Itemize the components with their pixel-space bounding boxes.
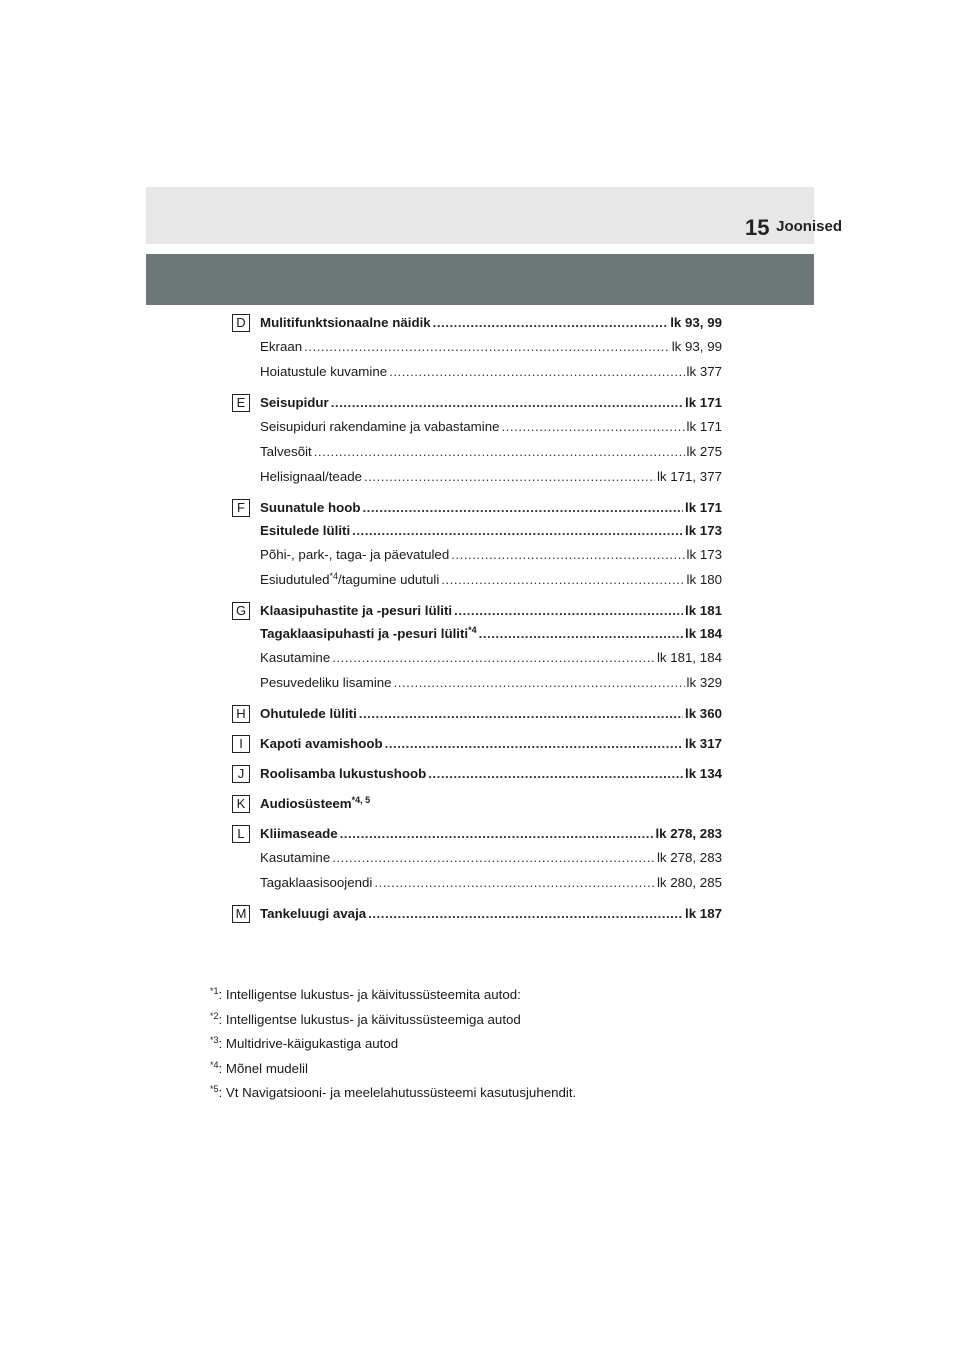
- entry-label: Mulitifunktsionaalne näidik: [260, 315, 431, 330]
- page-reference: lk 171: [686, 419, 722, 434]
- page-reference: lk 93, 99: [671, 339, 722, 354]
- page-reference: lk 278, 283: [656, 850, 722, 865]
- entry-label: Suunatule hoob: [260, 500, 361, 515]
- entry-label: Põhi-, park-, taga- ja päevatuled: [260, 547, 450, 562]
- dot-leader: [364, 464, 655, 489]
- page-reference: lk 360: [685, 706, 722, 721]
- entry-label: Tankeluugi avaja: [260, 906, 367, 921]
- entry-label: Kliimaseade: [260, 826, 338, 841]
- toc-entry: [260, 623, 722, 645]
- toc-entry: [260, 763, 722, 785]
- toc-group-f: [232, 497, 722, 592]
- toc-group-j: [232, 763, 722, 785]
- footnote-ref: *4: [329, 571, 339, 581]
- footnote-mark: *1: [210, 986, 219, 996]
- section-letter-box: K: [232, 795, 250, 813]
- dot-leader: [331, 392, 683, 414]
- toc-subentry: [260, 670, 722, 695]
- entry-label: Talvesõit: [260, 444, 312, 459]
- toc-entry: [260, 733, 722, 755]
- entry-label: Kapoti avamishoob: [260, 736, 383, 751]
- page-reference: lk 181, 184: [656, 650, 722, 665]
- toc-list: [232, 312, 722, 925]
- toc-entry: [260, 392, 722, 414]
- page-reference: lk 134: [685, 766, 722, 781]
- entry-label: Ekraan: [260, 339, 303, 354]
- toc-entry: [260, 520, 722, 542]
- section-title: Joonised: [776, 218, 842, 235]
- dot-leader: [374, 870, 655, 895]
- entry-label: Kasutamine: [260, 650, 331, 665]
- dot-leader: [352, 520, 683, 542]
- footnote-text: : Multidrive-käigukastiga autod: [218, 1036, 399, 1051]
- toc-subentry: [260, 414, 722, 439]
- dot-leader: [428, 763, 683, 785]
- toc-subentry: [260, 542, 722, 567]
- page-reference: lk 275: [686, 444, 722, 459]
- section-letter-box: M: [232, 905, 250, 923]
- toc-group-h: [232, 703, 722, 725]
- toc-entry: [260, 823, 722, 845]
- toc-group-d: [232, 312, 722, 384]
- footnote: [210, 983, 770, 1008]
- entry-label: Pesuvedeliku lisamine: [260, 675, 392, 690]
- entry-label: Klaasipuhastite ja -pesuri lüliti: [260, 603, 453, 618]
- section-letter-box: I: [232, 735, 250, 753]
- dot-leader: [368, 903, 683, 925]
- footnote-ref: *4, 5: [351, 795, 371, 805]
- toc-entry: [260, 600, 722, 622]
- entry-label: Tagaklaasipuhasti ja -pesuri lüliti$^{*4}$: [260, 625, 477, 641]
- page-reference: lk 280, 285: [656, 875, 722, 890]
- page-reference: lk 377: [686, 364, 722, 379]
- dot-leader: [304, 334, 670, 359]
- toc-subentry: [260, 870, 722, 895]
- dot-leader: [314, 439, 685, 464]
- entry-label: Roolisamba lukustushoob: [260, 766, 427, 781]
- page-reference: lk 181: [685, 603, 722, 618]
- footnote: [210, 1032, 770, 1057]
- header-band: [146, 187, 814, 244]
- footnote-ref: *4: [468, 625, 477, 635]
- page-reference: lk 173: [686, 547, 722, 562]
- footnote-mark: *2: [210, 1010, 219, 1021]
- footnotes: [210, 983, 770, 1106]
- section-letter-box: H: [232, 705, 250, 723]
- toc-entry: [260, 497, 722, 519]
- page-reference: lk 317: [685, 736, 722, 751]
- footnote-text: : Intelligentse lukustus- ja käivitussüsteemita autod:: [218, 987, 521, 1002]
- page-reference: lk 171: [685, 500, 722, 515]
- section-letter-box: D: [232, 314, 250, 332]
- toc-subentry: [260, 845, 722, 870]
- toc-entry: [260, 703, 722, 725]
- toc-group-g: [232, 600, 722, 695]
- entry-label: Esiudutuled$^{*4}$/tagumine udutuli: [260, 571, 440, 587]
- toc-group-k: [232, 793, 722, 815]
- dot-leader: [433, 312, 669, 334]
- footnote: [210, 1081, 770, 1106]
- entry-label: Ohutulede lüliti: [260, 706, 357, 721]
- section-letter-box: L: [232, 825, 250, 843]
- dark-band: [146, 254, 814, 305]
- page-reference: lk 278, 283: [655, 826, 722, 841]
- dot-leader: [389, 359, 684, 384]
- entry-label: Audiosüsteem$^{*4, 5}$: [260, 795, 371, 811]
- dot-leader: [394, 670, 685, 695]
- toc-subentry: [260, 464, 722, 489]
- dot-leader: [451, 542, 684, 567]
- section-letter-box: J: [232, 765, 250, 783]
- toc-group-i: [232, 733, 722, 755]
- footnote-mark: *5: [210, 1084, 219, 1094]
- toc-subentry: [260, 439, 722, 464]
- dot-leader: [359, 703, 683, 725]
- section-letter-box: E: [232, 394, 250, 412]
- toc-subentry: [260, 359, 722, 384]
- page-reference: lk 184: [685, 626, 722, 641]
- dot-leader: [441, 567, 684, 592]
- toc-group-e: [232, 392, 722, 489]
- footnote: [210, 1008, 770, 1033]
- toc-group-l: [232, 823, 722, 895]
- dot-leader: [340, 823, 654, 845]
- toc-entry: [260, 903, 722, 925]
- toc-entry: [260, 312, 722, 334]
- toc-subentry: [260, 645, 722, 670]
- dot-leader: [501, 414, 684, 439]
- dot-leader: [332, 645, 655, 670]
- entry-label: Tagaklaasisoojendi: [260, 875, 373, 890]
- dot-leader: [479, 623, 683, 645]
- section-letter-box: F: [232, 499, 250, 517]
- entry-label: Helisignaal/teade: [260, 469, 363, 484]
- section-letter-box: G: [232, 602, 250, 620]
- dot-leader: [362, 497, 683, 519]
- page-reference: lk 329: [686, 675, 722, 690]
- footnote-text: : Vt Navigatsiooni- ja meelelahutussüsteemi kasutusjuhendit.: [218, 1085, 577, 1100]
- footnote-mark: *4: [210, 1059, 219, 1070]
- page-reference: lk 180: [686, 572, 722, 587]
- toc-subentry: [260, 334, 722, 359]
- entry-label: Kasutamine: [260, 850, 331, 865]
- footnote-text: : Mõnel mudelil: [218, 1060, 308, 1076]
- dot-leader: [385, 733, 683, 755]
- page-reference: lk 187: [685, 906, 722, 921]
- entry-label: Seisupidur: [260, 395, 329, 410]
- toc-group-m: [232, 903, 722, 925]
- page-reference: lk 93, 99: [670, 315, 722, 330]
- footnote-text: : Intelligentse lukustus- ja käivitussüsteemiga autod: [218, 1011, 521, 1027]
- page-reference: lk 173: [685, 523, 722, 538]
- page-reference: lk 171, 377: [656, 469, 722, 484]
- toc-entry: [260, 793, 722, 815]
- entry-label: Seisupiduri rakendamine ja vabastamine: [260, 419, 500, 434]
- dot-leader: [332, 845, 655, 870]
- dot-leader: [454, 600, 683, 622]
- page-number: 15: [745, 215, 770, 240]
- page-reference: lk 171: [685, 395, 722, 410]
- toc-subentry: [260, 567, 722, 592]
- footnote: [210, 1057, 770, 1082]
- footnote-mark: *3: [210, 1035, 219, 1045]
- entry-label: Hoiatustule kuvamine: [260, 364, 388, 379]
- entry-label: Esitulede lüliti: [260, 523, 351, 538]
